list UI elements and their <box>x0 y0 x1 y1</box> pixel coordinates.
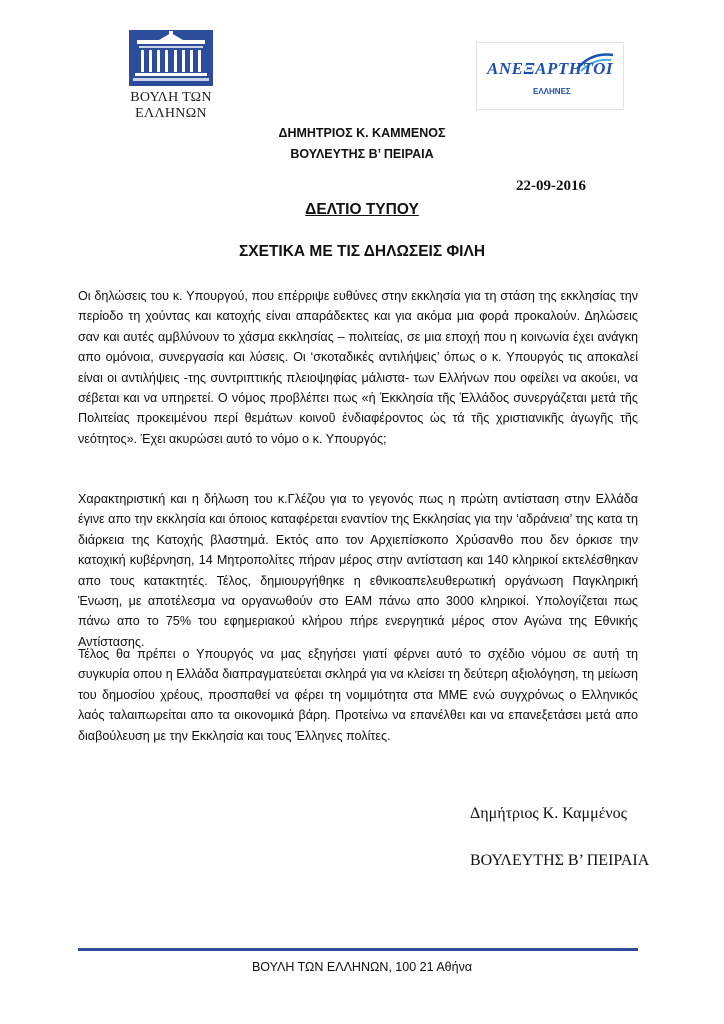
signature-role: ΒΟΥΛΕΥΤΗΣ Β’ ΠΕΙΡΑΙΑ <box>470 852 650 869</box>
subject-title: ΣΧΕΤΙΚΑ ΜΕ ΤΙΣ ΔΗΛΩΣΕΙΣ ΦΙΛΗ <box>238 243 486 260</box>
parliament-building-icon <box>129 30 213 86</box>
footer-address: ΒΟΥΛΗ ΤΩΝ ΕΛΛΗΝΩΝ, 100 21 Αθήνα <box>251 960 473 974</box>
party-logo-text: ΑΝΕΞΑΡΤΗΤΟΙ <box>487 59 613 78</box>
press-release-title-text: ΔΕΛΤΙΟ ΤΥΠΟΥ <box>305 201 419 218</box>
parliament-caption: ΒΟΥΛΗ ΤΩΝ ΕΛΛΗΝΩΝ <box>130 90 212 121</box>
author-role: ΒΟΥΛΕΥΤΗΣ Β’ ΠΕΙΡΑΙΑ <box>290 147 434 161</box>
party-logo <box>476 42 624 110</box>
body-paragraph-1 <box>78 286 638 449</box>
paragraph-text: Τέλος θα πρέπει ο Υπουργός να μας εξηγήσει γιατί φέρνει αυτό το σχέδιο νόμου σε αυτή τη συγκυρία οπου η Ελλάδα διαπραγματεύεται σκληρά για να κλείσει τη δεύτερη αξιολόγηση, τη μείωση του δημοσίου χρέους, προσπαθεί να φέρει τη νομιμότητα στα ΜΜΕ ενώ συγχρόνως ο Ελληνικός λαός ταλαιπωρείται απο τα οικονομικά βάρη. Προτείνω να επανέλθει και να επανεξετάσει μετά απο διαβούλευση με την Εκκλησία και τους Έλληνες πολίτες. <box>78 647 638 743</box>
signature-name: Δημήτριος Κ. Καμμένος <box>470 805 627 822</box>
parliament-logo <box>96 30 246 122</box>
author-name: ΔΗΜΗΤΡΙΟΣ Κ. ΚΑΜΜΕΝΟΣ <box>278 126 446 140</box>
party-logo-subtext: ΕΛΛΗΝΕΣ <box>533 87 571 96</box>
document-date: 22-09-2016 <box>516 178 586 194</box>
body-paragraph-2 <box>78 489 638 652</box>
body-paragraph-3 <box>78 644 638 746</box>
footer-divider <box>78 948 638 951</box>
press-release-title <box>0 201 724 219</box>
paragraph-text: Οι δηλώσεις του κ. Υπουργού, που επέρριψε ευθύνες στην εκκλησία για τη στάση της εκκλησίας την περίοδο τη χούντας και κατοχής είναι απαράδεκτες και για ακόμα μια φορά προκαλούν. Δηλώσεις σαν και αυτές αμβλύνουν το χάσμα εκκλησίας – πολιτείας, σε μια εποχή που η κοινωνία έχει ανάγκη απο ομόνοια, συνεργασία και λύσεις. Οι ‘σκοταδικές αντιλήψεις’ όπως ο κ. Υπουργός τις αποκαλεί είναι οι αντιλήψεις -της συντριπτικής πλειοψηφίας μάλιστα- των Ελλήνων που οφείλει να ακούει, να σέβεται και να υπηρετεί. Ο νόμος προβλέπει πως «ἡ Ἐκκλησία τῆς Ἑλλάδος συνεργάζεται μετά τῆς Πολιτείας προκειμένου περί θεμάτων κοινοῦ ἐνδιαφέροντος ὡς τά τῆς χριστιανικῆς ἀγωγῆς τῆς νεότητος». Έχει ακυρώσει αυτό το νόμο ο κ. Υπουργός; <box>78 289 638 446</box>
paragraph-text: Χαρακτηριστική και η δήλωση του κ.Γλέζου για το γεγονός πως η πρώτη αντίσταση στην Ελλάδα έγινε απο την εκκλησία και όποιος καταφέρεται εναντίον της Εκκλησίας για την ‘αδράνεια’ της κατα τη διάρκεια της Κατοχής βλαστημά. Εκτός απο τον Αρχιεπίσκοπο Χρύσανθο που δεν όρκισε την κατοχική κυβέρνηση, 14 Μητροπολίτες πήραν μέρος στην αντίσταση και 140 κληρικοί εκτελέσθηκαν απο τους κατακτητές. Τέλος, δημιουργήθηκε η εθνικοαπελευθερωτική οργάνωση Παγκληρική Ένωση, με αποτέλεσμα να οργανωθούν στο ΕΑΜ πάνω απο 3000 κληρικοί. Υπολογίζεται πως πάνω απο το 75% του εφημεριακού κλήρου πήρε ενεργητικά μέρος στον Αγώνα της Εθνικής Αντίστασης. <box>78 492 638 649</box>
